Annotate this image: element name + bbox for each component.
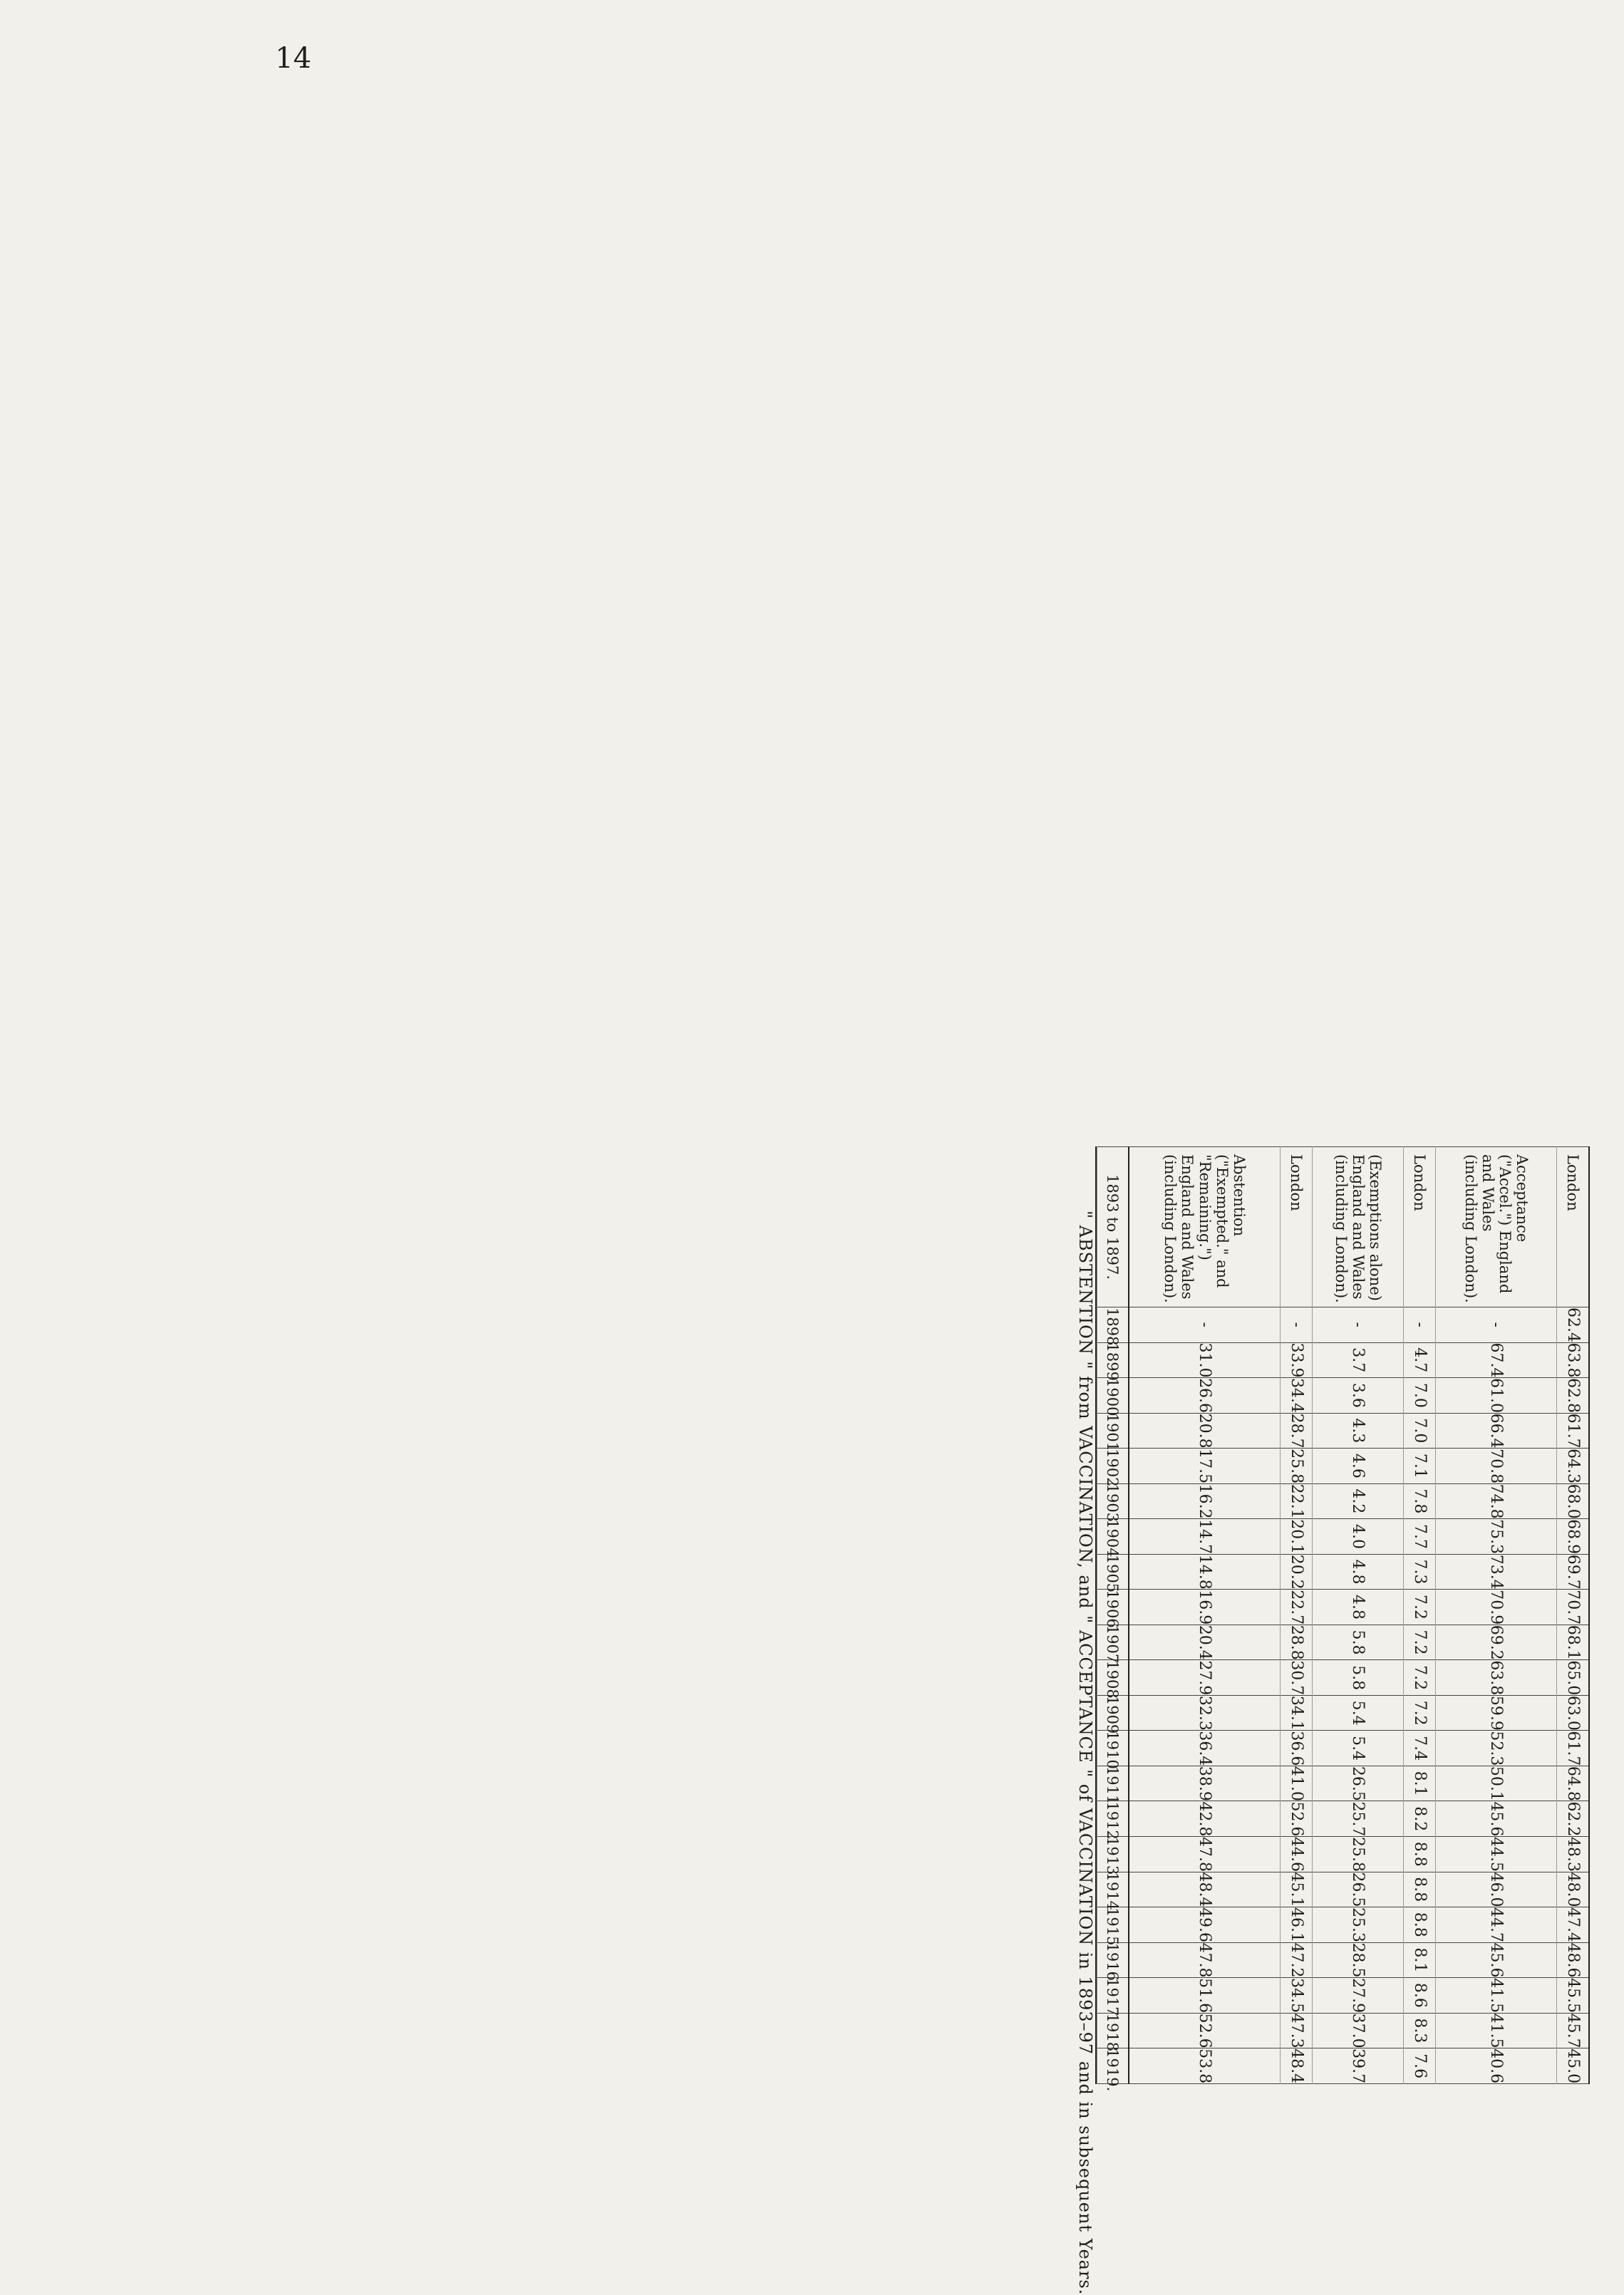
vaccination-table xyxy=(1095,1146,1590,2092)
row-label: London xyxy=(1404,1147,1436,1307)
table-cell: 20.1 xyxy=(1281,1519,1313,1555)
table-cell: 27.9 xyxy=(1313,1978,1404,2014)
year-cell: 1912. xyxy=(1097,1801,1129,1837)
table-row xyxy=(1404,1147,1436,2084)
table-cell: 25.8 xyxy=(1281,1449,1313,1484)
table-cell: 32.3 xyxy=(1129,1695,1281,1731)
year-row xyxy=(1097,1147,1129,2084)
table-cell: 42.8 xyxy=(1129,1801,1281,1837)
table-cell: 8.1 xyxy=(1404,1766,1436,1801)
row-label: (Exemptions alone) England and Wales (including London). xyxy=(1313,1147,1404,1307)
year-cell: 1916. xyxy=(1097,1942,1129,1978)
table-cell: 62.8 xyxy=(1557,1378,1588,1414)
year-cell: 1918. xyxy=(1097,2013,1129,2048)
table-cell: 7.6 xyxy=(1404,2048,1436,2084)
year-cell: 1904. xyxy=(1097,1519,1129,1555)
rotated-sheet xyxy=(1054,1054,1624,2295)
table-cell: 22.7 xyxy=(1281,1590,1313,1625)
table-cell: 68.1 xyxy=(1557,1625,1588,1660)
table-cell: 34.1 xyxy=(1281,1695,1313,1731)
table-caption: " ABSTENTION " from VACCINATION, and " ACCEPTANCE " of VACCINATION in 1893–97 and in subsequent Years. xyxy=(1075,1211,1095,2295)
table-cell: 65.0 xyxy=(1557,1660,1588,1696)
table-cell: 26.6 xyxy=(1129,1378,1281,1414)
row-label: Abstention ("Exempted." and "Remaining.") England and Wales (including London). xyxy=(1129,1147,1281,1307)
table-cell: 47.4 xyxy=(1557,1907,1588,1943)
table-cell: 47.8 xyxy=(1129,1942,1281,1978)
table-cell: 25.7 xyxy=(1313,1801,1404,1837)
year-cell: 1911. xyxy=(1097,1766,1129,1801)
table-cell: 67.4 xyxy=(1436,1342,1557,1378)
table-row xyxy=(1436,1147,1557,2084)
table-cell: 25.8 xyxy=(1313,1836,1404,1872)
year-cell: 1901. xyxy=(1097,1413,1129,1449)
table-cell: 7.4 xyxy=(1404,1731,1436,1766)
table-cell: 7.2 xyxy=(1404,1625,1436,1660)
table-cell: 45.7 xyxy=(1557,2013,1588,2048)
table-cell: 48.4 xyxy=(1129,1872,1281,1907)
table-cell: 27.9 xyxy=(1129,1660,1281,1696)
table-cell: 20.4 xyxy=(1129,1625,1281,1660)
table-cell: 41.5 xyxy=(1436,2013,1557,2048)
table-cell: 44.5 xyxy=(1436,1836,1557,1872)
table-cell: 20.8 xyxy=(1129,1413,1281,1449)
table-cell: 17.5 xyxy=(1129,1449,1281,1484)
table-cell: - xyxy=(1436,1307,1557,1343)
table-cell: 75.3 xyxy=(1436,1519,1557,1555)
table-cell: 44.6 xyxy=(1281,1836,1313,1872)
year-cell: 1900. xyxy=(1097,1378,1129,1414)
page-number: 14 xyxy=(275,42,311,75)
year-cell: 1905. xyxy=(1097,1554,1129,1590)
table-cell: 62.2 xyxy=(1557,1801,1588,1837)
table-row xyxy=(1129,1147,1281,2084)
table-cell: - xyxy=(1313,1307,1404,1343)
table-cell: 22.1 xyxy=(1281,1483,1313,1519)
table-cell: 45.5 xyxy=(1557,1978,1588,2014)
table-row xyxy=(1557,1147,1588,2084)
table-cell: 34.4 xyxy=(1281,1378,1313,1414)
table-cell: 48.3 xyxy=(1557,1836,1588,1872)
table-cell: 53.8 xyxy=(1129,2048,1281,2084)
table-cell: 64.3 xyxy=(1557,1449,1588,1484)
table-cell: 61.7 xyxy=(1557,1413,1588,1449)
table-cell: 7.0 xyxy=(1404,1378,1436,1414)
table-cell: 25.3 xyxy=(1313,1907,1404,1943)
table-cell: 40.6 xyxy=(1436,2048,1557,2084)
year-cell: 1919. xyxy=(1097,2048,1129,2084)
table-cell: 68.0 xyxy=(1557,1483,1588,1519)
table-cell: 8.1 xyxy=(1404,1942,1436,1978)
table-cell: 39.7 xyxy=(1313,2048,1404,2084)
year-cell: 1909. xyxy=(1097,1695,1129,1731)
table-cell: 61.0 xyxy=(1436,1378,1557,1414)
table-cell: 59.9 xyxy=(1436,1695,1557,1731)
table-cell: 28.7 xyxy=(1281,1413,1313,1449)
table-cell: 28.8 xyxy=(1281,1625,1313,1660)
table-cell: 4.3 xyxy=(1313,1413,1404,1449)
table-cell: 69.7 xyxy=(1557,1554,1588,1590)
table-cell: 5.8 xyxy=(1313,1660,1404,1696)
table-cell: 7.8 xyxy=(1404,1483,1436,1519)
table-cell: 45.1 xyxy=(1281,1872,1313,1907)
year-cell: 1907. xyxy=(1097,1625,1129,1660)
table-cell: 36.6 xyxy=(1281,1731,1313,1766)
table-cell: 64.8 xyxy=(1557,1766,1588,1801)
table-cell: 49.6 xyxy=(1129,1907,1281,1943)
table-cell: 34.5 xyxy=(1281,1978,1313,2014)
table-cell: 4.7 xyxy=(1404,1342,1436,1378)
table-row xyxy=(1281,1147,1313,2084)
year-cell: 1915. xyxy=(1097,1907,1129,1943)
table-cell: 4.0 xyxy=(1313,1519,1404,1555)
table-cell: 4.8 xyxy=(1313,1554,1404,1590)
table-cell: 44.7 xyxy=(1436,1907,1557,1943)
year-cell: 1902. xyxy=(1097,1449,1129,1484)
table-cell: 3.6 xyxy=(1313,1378,1404,1414)
table-cell: 73.4 xyxy=(1436,1554,1557,1590)
table-cell: 20.2 xyxy=(1281,1554,1313,1590)
row-label: Acceptance ("Accel.") England and Wales (including London). xyxy=(1436,1147,1557,1307)
table-cell: 16.2 xyxy=(1129,1483,1281,1519)
table-cell: 26.5 xyxy=(1313,1872,1404,1907)
table-cell: 45.6 xyxy=(1436,1801,1557,1837)
table-cell: 38.9 xyxy=(1129,1766,1281,1801)
year-cell: 1906. xyxy=(1097,1590,1129,1625)
table-cell: 7.0 xyxy=(1404,1413,1436,1449)
table-cell: 7.2 xyxy=(1404,1695,1436,1731)
table-cell: 52.6 xyxy=(1129,2013,1281,2048)
table-cell: 63.8 xyxy=(1436,1660,1557,1696)
table-cell: 47.2 xyxy=(1281,1942,1313,1978)
table-cell: 5.4 xyxy=(1313,1731,1404,1766)
table-cell: 47.8 xyxy=(1129,1836,1281,1872)
year-cell: 1914. xyxy=(1097,1872,1129,1907)
year-cell: 1903. xyxy=(1097,1483,1129,1519)
year-cell: 1898. xyxy=(1097,1307,1129,1343)
table-cell: 70.9 xyxy=(1436,1590,1557,1625)
table-cell: 7.2 xyxy=(1404,1590,1436,1625)
table-cell: 3.7 xyxy=(1313,1342,1404,1378)
table-cell: 66.4 xyxy=(1436,1413,1557,1449)
table-cell: 7.3 xyxy=(1404,1554,1436,1590)
row-label: London xyxy=(1557,1147,1588,1307)
table-cell: 36.4 xyxy=(1129,1731,1281,1766)
year-cell: 1908. xyxy=(1097,1660,1129,1696)
table-cell: 8.8 xyxy=(1404,1836,1436,1872)
table-cell: 16.9 xyxy=(1129,1590,1281,1625)
table-cell: 69.2 xyxy=(1436,1625,1557,1660)
table-cell: 7.2 xyxy=(1404,1660,1436,1696)
table-cell: 5.8 xyxy=(1313,1625,1404,1660)
row-label: London xyxy=(1281,1147,1313,1307)
table-cell: 62.4 xyxy=(1557,1307,1588,1343)
table-cell: 5.4 xyxy=(1313,1695,1404,1731)
table-cell: 8.6 xyxy=(1404,1978,1436,2014)
year-cell: 1913. xyxy=(1097,1836,1129,1872)
table-cell: 68.9 xyxy=(1557,1519,1588,1555)
table-cell: 8.2 xyxy=(1404,1801,1436,1837)
table-cell: 31.0 xyxy=(1129,1342,1281,1378)
year-cell: 1910. xyxy=(1097,1731,1129,1766)
table-cell: 45.6 xyxy=(1436,1942,1557,1978)
table-cell: 37.0 xyxy=(1313,2013,1404,2048)
table-cell: - xyxy=(1281,1307,1313,1343)
table-cell: 48.4 xyxy=(1281,2048,1313,2084)
table-cell: 70.7 xyxy=(1557,1590,1588,1625)
year-cell: 1917. xyxy=(1097,1978,1129,2014)
table-cell: 70.8 xyxy=(1436,1449,1557,1484)
table-cell: 41.5 xyxy=(1436,1978,1557,2014)
table-cell: 46.1 xyxy=(1281,1907,1313,1943)
table-cell: 14.8 xyxy=(1129,1554,1281,1590)
table-cell: 26.5 xyxy=(1313,1766,1404,1801)
table-cell: 63.0 xyxy=(1557,1695,1588,1731)
table-cell: 8.8 xyxy=(1404,1872,1436,1907)
table-cell: 33.9 xyxy=(1281,1342,1313,1378)
table-cell: 52.6 xyxy=(1281,1801,1313,1837)
table-cell: 46.0 xyxy=(1436,1872,1557,1907)
table-cell: 48.6 xyxy=(1557,1942,1588,1978)
table-cell: 8.3 xyxy=(1404,2013,1436,2048)
table-cell: 74.8 xyxy=(1436,1483,1557,1519)
table-cell: 47.3 xyxy=(1281,2013,1313,2048)
table-cell: - xyxy=(1404,1307,1436,1343)
year-cell: 1899. xyxy=(1097,1342,1129,1378)
table-cell: 30.7 xyxy=(1281,1660,1313,1696)
table-cell: 48.0 xyxy=(1557,1872,1588,1907)
table-cell: 41.0 xyxy=(1281,1766,1313,1801)
table-cell: 50.1 xyxy=(1436,1766,1557,1801)
table-cell: 61.7 xyxy=(1557,1731,1588,1766)
table-cell: 4.6 xyxy=(1313,1449,1404,1484)
table-cell: 4.2 xyxy=(1313,1483,1404,1519)
table-cell: 52.3 xyxy=(1436,1731,1557,1766)
table-cell: 7.7 xyxy=(1404,1519,1436,1555)
table-cell: 28.5 xyxy=(1313,1942,1404,1978)
table-cell: 7.1 xyxy=(1404,1449,1436,1484)
table-cell: 63.8 xyxy=(1557,1342,1588,1378)
table-cell: - xyxy=(1129,1307,1281,1343)
table-cell: 14.7 xyxy=(1129,1519,1281,1555)
year-row-label: 1893 to 1897. xyxy=(1097,1147,1129,1307)
table-row xyxy=(1313,1147,1404,2084)
table-cell: 4.8 xyxy=(1313,1590,1404,1625)
table-cell: 8.8 xyxy=(1404,1907,1436,1943)
table-cell: 51.6 xyxy=(1129,1978,1281,2014)
table-cell: 45.0 xyxy=(1557,2048,1588,2084)
